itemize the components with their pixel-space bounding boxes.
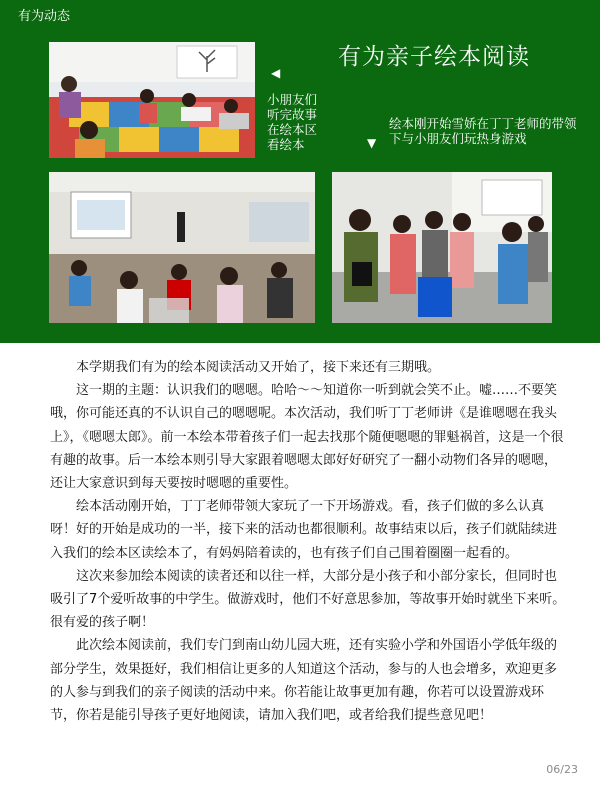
article-paragraph: 本学期我们有为的绘本阅读活动又开始了，接下来还有三期哦。 — [76, 360, 441, 375]
article-paragraph: 这次来参加绘本阅读的读者还和以往一样，大部分是小孩子和小部分家长，但同时也吸引了7个爱听故事的中学生。做游戏时，他们不好意思参加，等故事开始时就坐下来听。很有爱的孩子啊！ — [50, 568, 566, 631]
article-paragraph: 这一期的主题：认识我们的嗯嗯。哈哈～～知道你一听到就会笑不止。嘘……不要笑哦，你可能还真的不认识自己的嗯嗯呢。本次活动，我们听丁丁老师讲《是谁嗯嗯在我头上》，《嗯嗯太郎》。前一本绘本带着孩子们一起去找那个随便嗯嗯的罪魁祸首，这是一个很有趣的故事。后一本绘本则引导大家跟着嗯嗯太郎好好研究了一翻小动物们各异的嗯嗯，还让大家意识到每天要按时嗯嗯的重要性。 — [50, 383, 564, 492]
caption-warmup-game: 绘本刚开始雪娇在丁丁老师的带领下与小朋友们玩热身游戏 — [389, 116, 577, 146]
page-number: 06/23 — [546, 763, 578, 776]
photo-projector-classroom — [49, 172, 315, 323]
arrow-down-icon: ▼ — [367, 136, 377, 150]
caption-reading-area: 小朋友们听完故事在绘本区看绘本 — [267, 92, 318, 152]
article-paragraph: 绘本活动刚开始，丁丁老师带领大家玩了一下开场游戏。看，孩子们做的多么认真呀！好的开始是成功的一半，接下来的活动也都很顺利。故事结束以后，孩子们就陆续进入我们的绘本区读绘本了，有妈妈陪着读的，也有孩子们自己围着圈圈一起看的。 — [50, 499, 558, 561]
section-label: 有为动态 — [18, 9, 71, 24]
arrow-left-icon: ◀ — [271, 66, 281, 80]
photo-kids-standing-game — [332, 172, 552, 323]
article-body — [50, 356, 566, 727]
article-paragraph: 此次绘本阅读前，我们专门到南山幼儿园大班，还有实验小学和外国语小学低年级的部分学生，效果挺好，我们相信让更多的人知道这个活动，参与的人也会增多，欢迎更多的人参与到我们的亲子阅读的活动中来。你若能让故事更加有趣，你若可以设置游戏环节，你若是能引导孩子更好地阅读，请加入我们吧，或者给我们提些意见吧！ — [50, 638, 558, 724]
green-header-band — [0, 0, 600, 343]
photo-kids-reading-on-mat — [49, 42, 255, 158]
page-title: 有为亲子绘本阅读 — [338, 44, 530, 70]
